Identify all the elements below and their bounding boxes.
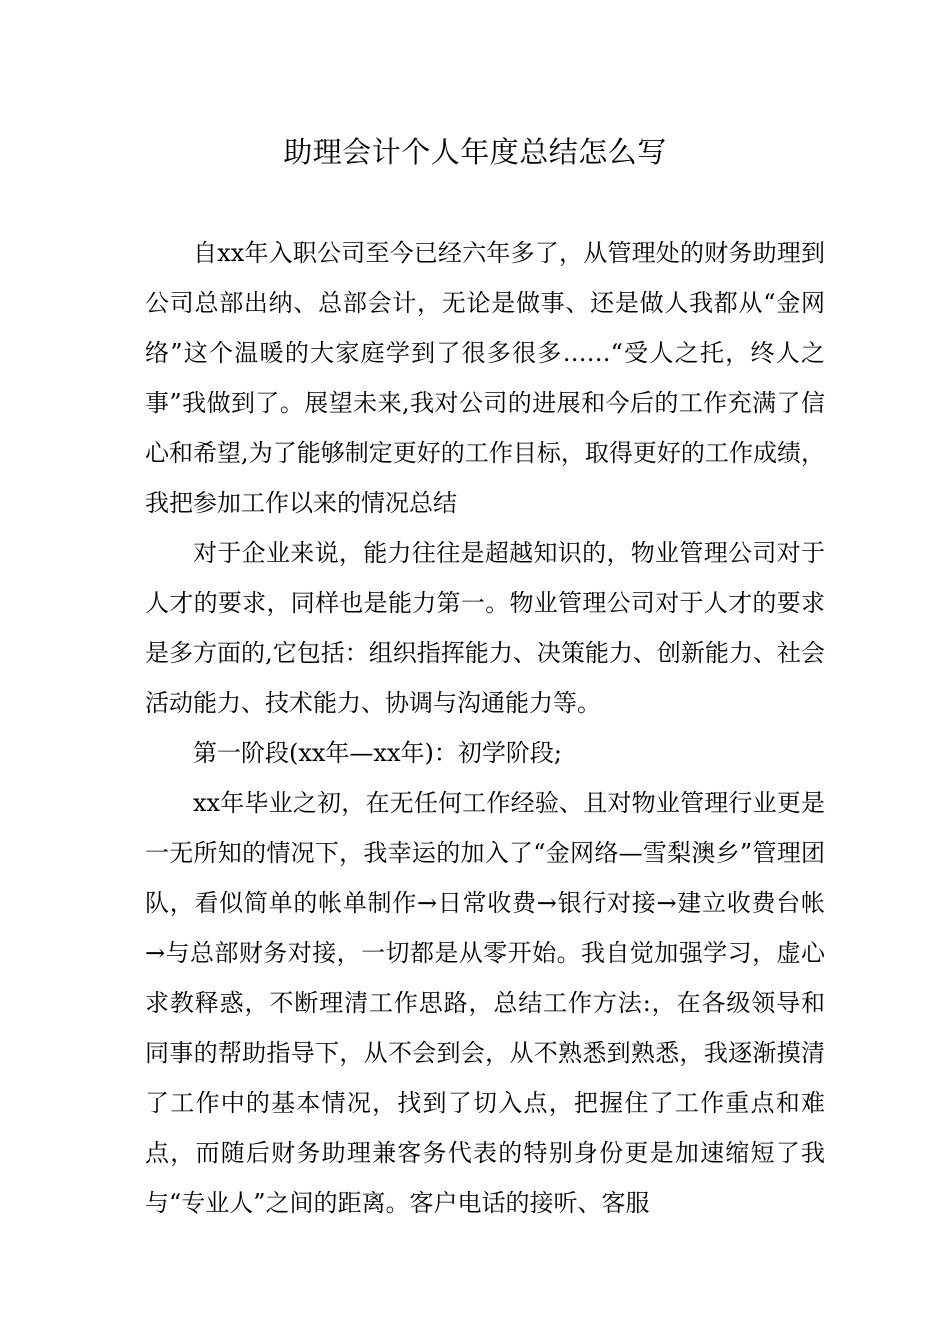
paragraph-stage-one-heading: 第一阶段(xx年—xx年)：初学阶段; xyxy=(193,739,562,767)
document-body xyxy=(145,228,825,1228)
paragraph-ability: 对于企业来说，能力往往是超越知识的，物业管理公司对于人才的要求，同样也是能力第一。物业管理公司对于人才的要求是多方面的,它包括：组织指挥能力、决策能力、创新能力、社会活动能力、技术能力、协调与沟通能力等。 xyxy=(145,539,825,717)
paragraph-intro: 自xx年入职公司至今已经六年多了，从管理处的财务助理到公司总部出纳、总部会计，无论是做事、还是做人我都从“金网络”这个温暖的大家庭学到了很多很多……“受人之托，终人之事”我做到了。展望未来,我对公司的进展和今后的工作充满了信心和希望,为了能够制定更好的工作目标，取得更好的工作成绩，我把参加工作以来的情况总结 xyxy=(145,239,825,517)
paragraph-stage-one-body: xx年毕业之初，在无任何工作经验、且对物业管理行业更是一无所知的情况下，我幸运的加入了“金网络—雪梨澳乡”管理团队，看似简单的帐单制作→日常收费→银行对接→建立收费台帐→与总部财务对接，一切都是从零开始。我自觉加强学习，虚心求教释惑，不断理清工作思路，总结工作方法:，在各级领导和同事的帮助指导下，从不会到会，从不熟悉到熟悉，我逐渐摸清了工作中的基本情况，找到了切入点，把握住了工作重点和难点，而随后财务助理兼客务代表的特别身份更是加速缩短了我与“专业人”之间的距离。客户电话的接听、客服 xyxy=(145,789,825,1217)
document-title: 助理会计个人年度总结怎么写 xyxy=(283,135,667,169)
